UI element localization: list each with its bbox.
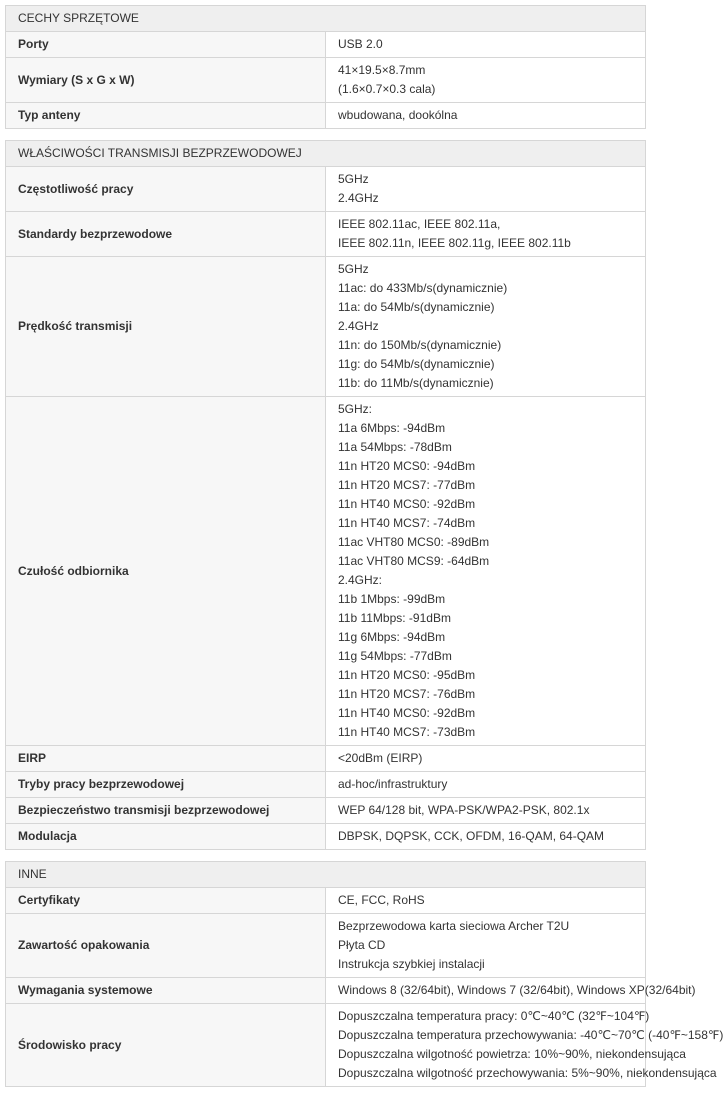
value-line: Dopuszczalna wilgotność przechowywania: 5%~90%, niekondensująca xyxy=(338,1066,717,1080)
value-line: (1.6×0.7×0.3 cala) xyxy=(338,82,436,96)
row-label: Wymiary (S x G x W) xyxy=(6,58,326,103)
table-row xyxy=(6,58,646,103)
row-value xyxy=(326,257,646,397)
row-value xyxy=(326,58,646,103)
value-line: 11n HT40 MCS7: -74dBm xyxy=(338,516,476,530)
row-value xyxy=(326,167,646,212)
value-line: IEEE 802.11n, IEEE 802.11g, IEEE 802.11b xyxy=(338,236,571,250)
table-row xyxy=(6,212,646,257)
row-label: Standardy bezprzewodowe xyxy=(6,212,326,257)
value-line: 11g: do 54Mb/s(dynamicznie) xyxy=(338,357,495,371)
row-value xyxy=(326,32,646,58)
value-line: 11n HT20 MCS0: -95dBm xyxy=(338,668,476,682)
value-line: CE, FCC, RoHS xyxy=(338,893,425,907)
value-line: 11n HT20 MCS7: -77dBm xyxy=(338,478,476,492)
value-line: 5GHz xyxy=(338,172,369,186)
value-line: 11n HT20 MCS7: -76dBm xyxy=(338,687,476,701)
value-line: 11ac VHT80 MCS9: -64dBm xyxy=(338,554,490,568)
row-value xyxy=(326,798,646,824)
value-line: 11n HT20 MCS0: -94dBm xyxy=(338,459,476,473)
section-title: INNE xyxy=(6,862,646,888)
row-label: Typ anteny xyxy=(6,103,326,129)
value-line: 11b 1Mbps: -99dBm xyxy=(338,592,446,606)
value-line: Windows 8 (32/64bit), Windows 7 (32/64bit), Windows XP(32/64bit) xyxy=(338,983,696,997)
value-line: 2.4GHz xyxy=(338,191,379,205)
row-label: Prędkość transmisji xyxy=(6,257,326,397)
row-value xyxy=(326,397,646,746)
value-line: Instrukcja szybkiej instalacji xyxy=(338,957,485,971)
row-label: Porty xyxy=(6,32,326,58)
value-line: <20dBm (EIRP) xyxy=(338,751,423,765)
value-line: Dopuszczalna temperatura pracy: 0℃~40℃ (32℉~104℉) xyxy=(338,1009,650,1023)
value-line: 11a 54Mbps: -78dBm xyxy=(338,440,452,454)
row-label: Bezpieczeństwo transmisji bezprzewodowej xyxy=(6,798,326,824)
table-row xyxy=(6,103,646,129)
row-value xyxy=(326,212,646,257)
value-line: WEP 64/128 bit, WPA-PSK/WPA2-PSK, 802.1x xyxy=(338,803,590,817)
row-value xyxy=(326,824,646,850)
table-row xyxy=(6,888,646,914)
table-row xyxy=(6,1004,646,1087)
value-line: 11a 6Mbps: -94dBm xyxy=(338,421,446,435)
value-line: 11g 54Mbps: -77dBm xyxy=(338,649,452,663)
table-row xyxy=(6,257,646,397)
row-value xyxy=(326,888,646,914)
table-row xyxy=(6,397,646,746)
table-row xyxy=(6,167,646,212)
value-line: Płyta CD xyxy=(338,938,386,952)
value-line: 11ac VHT80 MCS0: -89dBm xyxy=(338,535,490,549)
row-value xyxy=(326,746,646,772)
spec-section-other xyxy=(5,861,723,1087)
table-row xyxy=(6,978,646,1004)
section-header-row xyxy=(6,6,646,32)
value-line: Dopuszczalna temperatura przechowywania: -40℃~70℃ (-40℉~158℉) xyxy=(338,1028,723,1042)
row-label: Częstotliwość pracy xyxy=(6,167,326,212)
value-line: 11n: do 150Mb/s(dynamicznie) xyxy=(338,338,502,352)
table-row xyxy=(6,746,646,772)
value-line: 2.4GHz: xyxy=(338,573,383,587)
spec-section-wireless xyxy=(5,140,646,850)
value-line: 11n HT40 MCS0: -92dBm xyxy=(338,706,476,720)
value-line: 2.4GHz xyxy=(338,319,379,333)
row-label: EIRP xyxy=(6,746,326,772)
section-title: CECHY SPRZĘTOWE xyxy=(6,6,646,32)
value-line: 11a: do 54Mb/s(dynamicznie) xyxy=(338,300,495,314)
table-row xyxy=(6,32,646,58)
value-line: Dopuszczalna wilgotność powietrza: 10%~90%, niekondensująca xyxy=(338,1047,686,1061)
row-value xyxy=(326,103,646,129)
row-value xyxy=(326,978,696,1004)
value-line: IEEE 802.11ac, IEEE 802.11a, xyxy=(338,217,501,231)
value-line: 11n HT40 MCS7: -73dBm xyxy=(338,725,476,739)
section-title: WŁAŚCIWOŚCI TRANSMISJI BEZPRZEWODOWEJ xyxy=(6,141,646,167)
row-value xyxy=(326,772,646,798)
value-line: USB 2.0 xyxy=(338,37,383,51)
value-line: Bezprzewodowa karta sieciowa Archer T2U xyxy=(338,919,570,933)
table-row xyxy=(6,914,646,978)
row-label: Zawartość opakowania xyxy=(6,914,326,978)
row-value xyxy=(326,1004,723,1087)
value-line: 11ac: do 433Mb/s(dynamicznie) xyxy=(338,281,508,295)
value-line: 11b: do 11Mb/s(dynamicznie) xyxy=(338,376,494,390)
table-row xyxy=(6,824,646,850)
value-line: 41×19.5×8.7mm xyxy=(338,63,426,77)
row-label: Czułość odbiornika xyxy=(6,397,326,746)
row-label: Wymagania systemowe xyxy=(6,978,326,1004)
value-line: ad-hoc/infrastruktury xyxy=(338,777,448,791)
value-line: 5GHz xyxy=(338,262,369,276)
row-label: Certyfikaty xyxy=(6,888,326,914)
table-row xyxy=(6,772,646,798)
value-line: 11g 6Mbps: -94dBm xyxy=(338,630,446,644)
section-header-row xyxy=(6,141,646,167)
row-label: Tryby pracy bezprzewodowej xyxy=(6,772,326,798)
value-line: DBPSK, DQPSK, CCK, OFDM, 16-QAM, 64-QAM xyxy=(338,829,605,843)
value-line: 11n HT40 MCS0: -92dBm xyxy=(338,497,476,511)
value-line: wbudowana, dookólna xyxy=(338,108,458,122)
section-header-row xyxy=(6,862,646,888)
row-value xyxy=(326,914,646,978)
table-row xyxy=(6,798,646,824)
row-label: Środowisko pracy xyxy=(6,1004,326,1087)
value-line: 11b 11Mbps: -91dBm xyxy=(338,611,451,625)
spec-section-hardware xyxy=(5,5,646,129)
row-label: Modulacja xyxy=(6,824,326,850)
value-line: 5GHz: xyxy=(338,402,373,416)
